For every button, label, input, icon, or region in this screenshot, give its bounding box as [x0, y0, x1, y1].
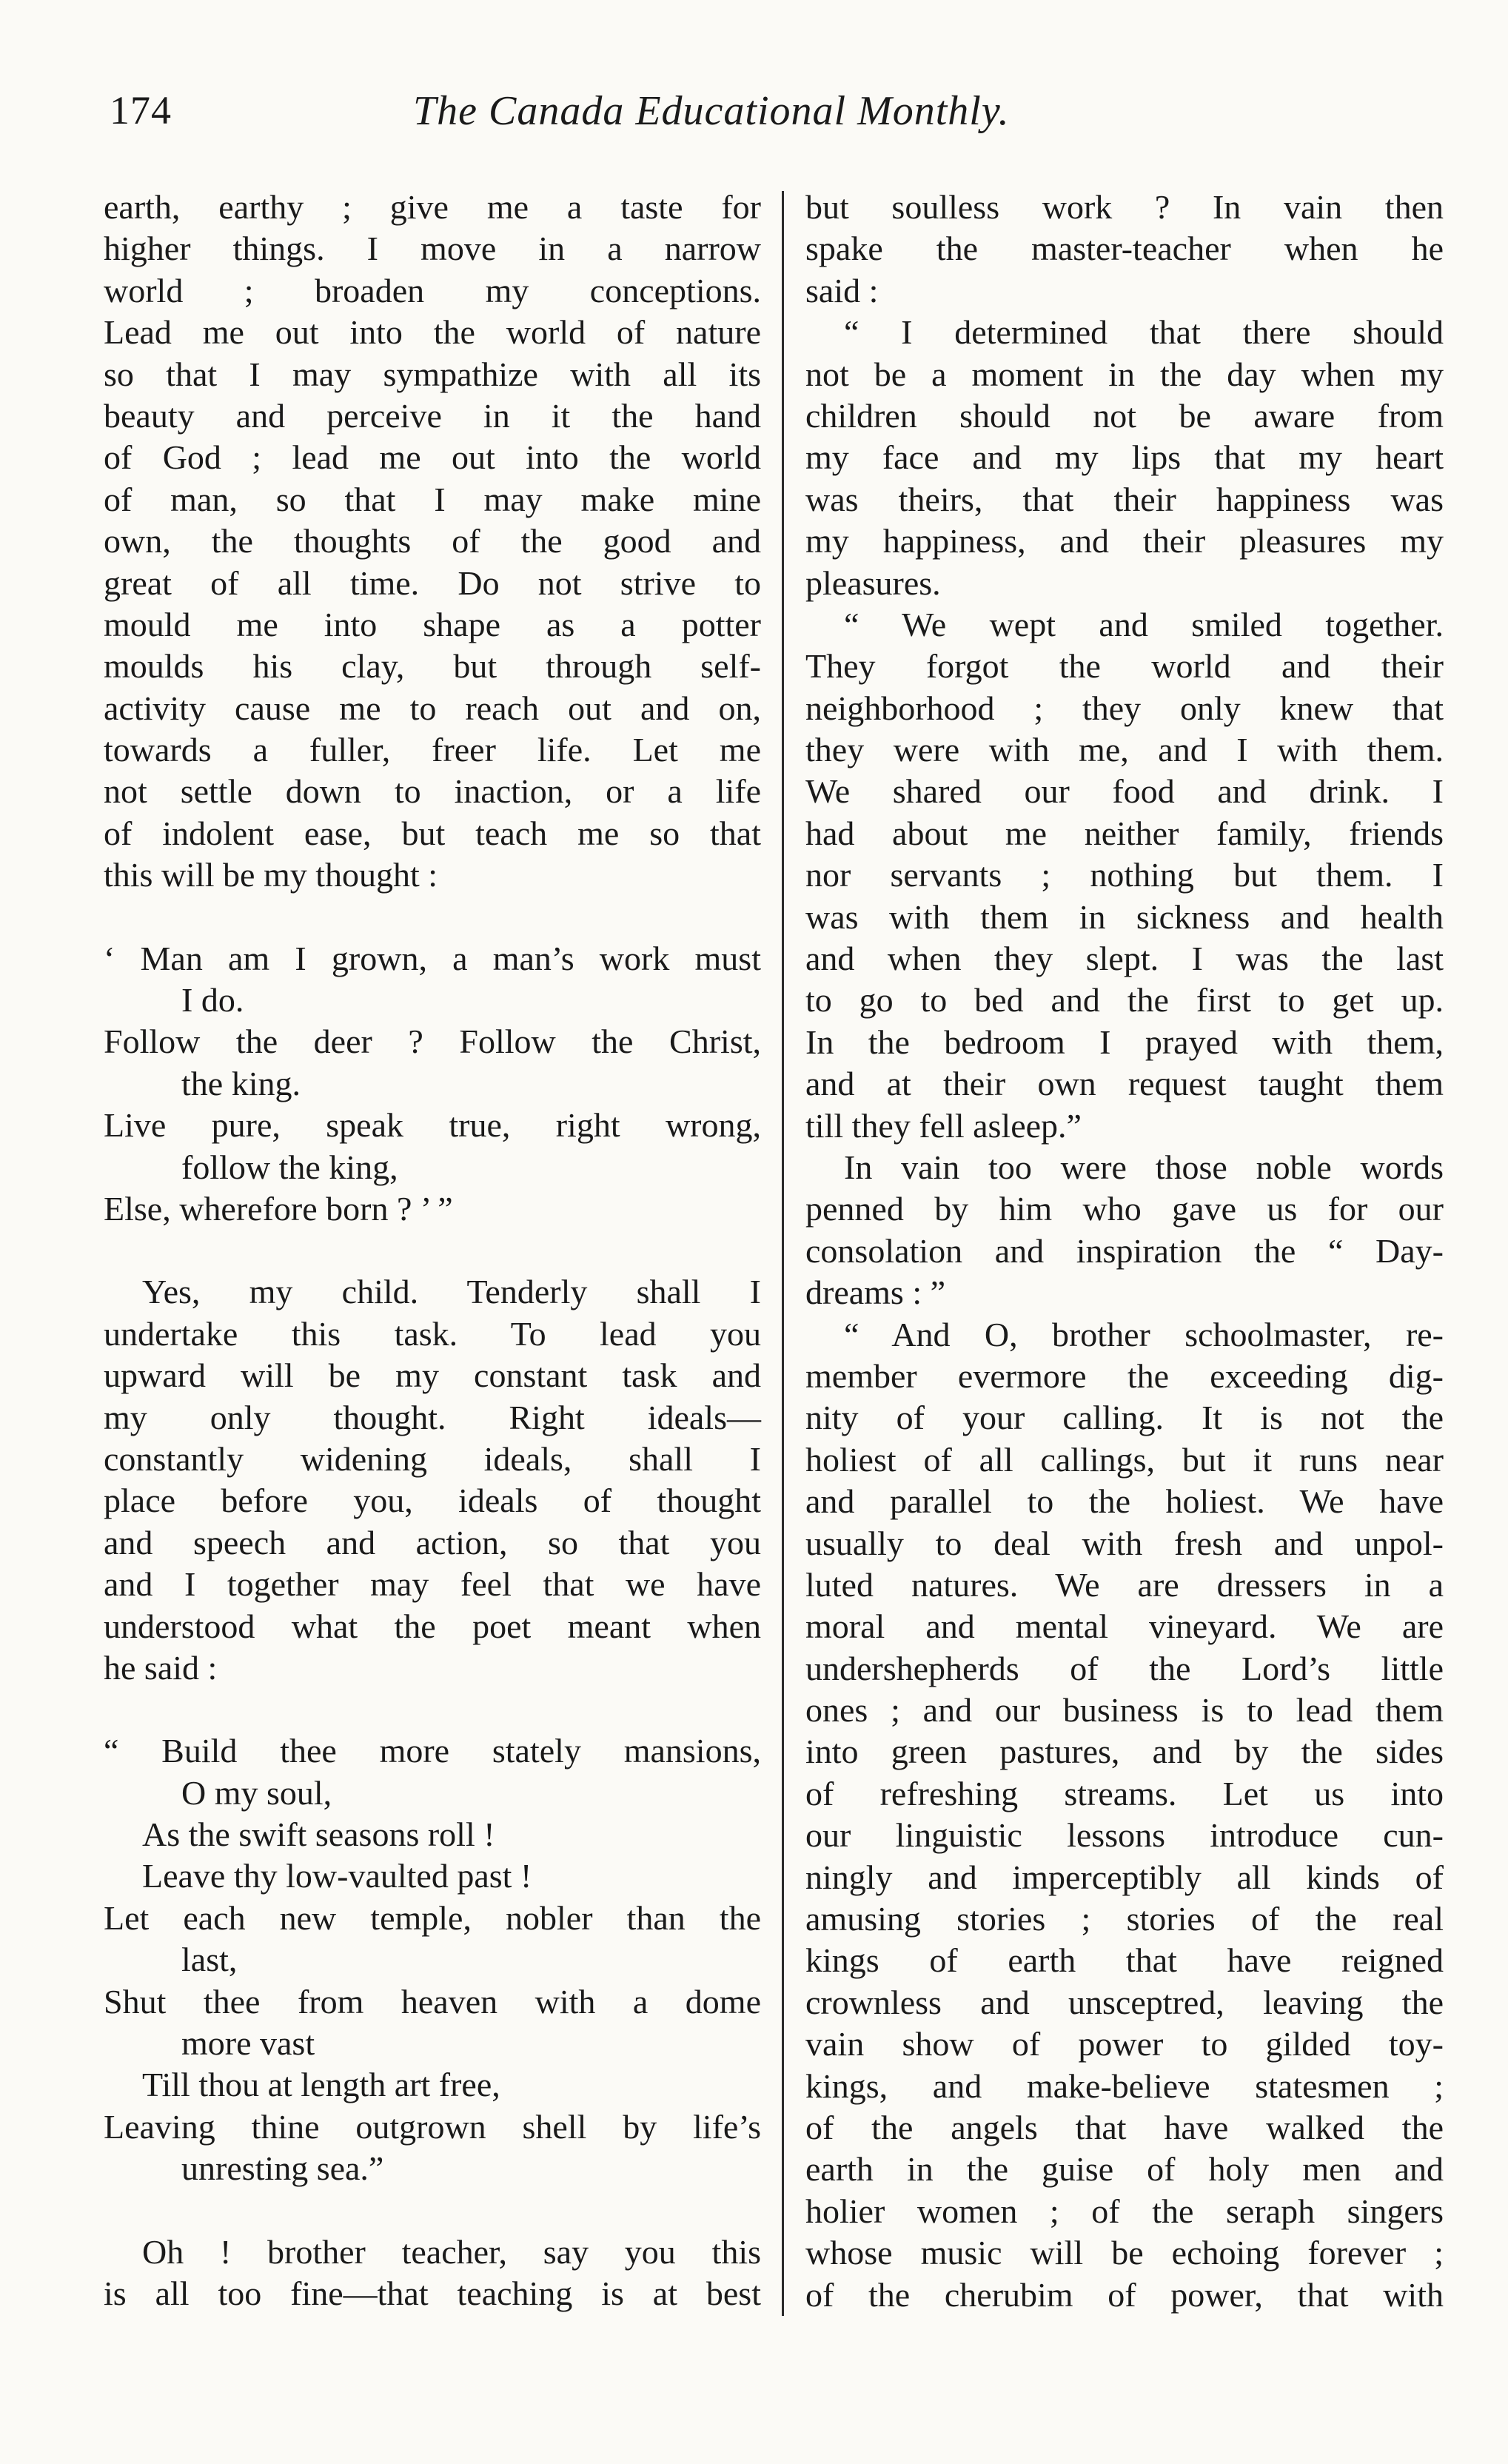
text-line: of indolent ease, but teach me so that	[104, 814, 761, 852]
text-line: ‘ Man am I grown, a man’s work must	[104, 939, 761, 977]
paragraph-gap	[104, 1689, 761, 1730]
running-title: The Canada Educational Monthly.	[413, 88, 1010, 134]
text-line: not be a moment in the day when my	[805, 355, 1444, 393]
text-line: In vain too were those noble words	[844, 1148, 1444, 1186]
text-line: “ I determined that there should	[844, 313, 1444, 352]
text-line: ningly and imperceptibly all kinds of	[805, 1858, 1444, 1896]
text-line: was with them in sickness and health	[805, 897, 1444, 936]
text-line: Leaving thine outgrown shell by life’s	[104, 2107, 761, 2146]
page-number: 174	[110, 88, 172, 133]
text-line: Let each new temple, nobler than the	[104, 1898, 761, 1937]
text-line: and I together may feel that we have	[104, 1565, 761, 1604]
text-line: penned by him who gave us for our	[805, 1190, 1444, 1228]
text-line: Lead me out into the world of nature	[104, 313, 761, 352]
text-line: my only thought. Right ideals—	[104, 1398, 761, 1436]
text-line: is all too fine—that teaching is at best	[104, 2274, 761, 2312]
paragraph-gap	[104, 1230, 761, 1271]
text-line: consolation and inspiration the “ Day-	[805, 1231, 1444, 1270]
text-line: own, the thoughts of the good and	[104, 522, 761, 560]
text-line: usually to deal with fresh and unpol-	[805, 1524, 1444, 1562]
text-line: of the cherubim of power, that with	[805, 2275, 1444, 2314]
text-line: my happiness, and their pleasures my	[805, 522, 1444, 560]
right-column	[805, 187, 1444, 2316]
text-line: and speech and action, so that you	[104, 1523, 761, 1561]
text-line: and at their own request taught them	[805, 1065, 1444, 1103]
text-line: beauty and perceive in it the hand	[104, 396, 761, 435]
page-header	[110, 87, 1442, 154]
text-line: holier women ; of the seraph singers	[805, 2192, 1444, 2230]
text-line: of man, so that I may make mine	[104, 480, 761, 518]
text-line: upward will be my constant task and	[104, 1356, 761, 1395]
text-line: the king.	[181, 1064, 301, 1102]
text-line: great of all time. Do not strive to	[104, 563, 761, 602]
text-line: amusing stories ; stories of the real	[805, 1900, 1444, 1938]
text-line: nor servants ; nothing but them. I	[805, 856, 1444, 894]
text-line: to go to bed and the first to get up.	[805, 981, 1444, 1020]
text-line: pleasures.	[805, 563, 941, 602]
text-line: my face and my lips that my heart	[805, 438, 1444, 477]
text-line: kings of earth that have reigned	[805, 1941, 1444, 1980]
text-line: follow the king,	[181, 1148, 398, 1186]
text-line: Till thou at length art free,	[142, 2066, 500, 2104]
text-line: nity of your calling. It is not the	[805, 1399, 1444, 1437]
text-line: I do.	[181, 981, 244, 1020]
text-line: O my soul,	[181, 1773, 332, 1812]
text-line: undershepherds of the Lord’s little	[805, 1649, 1444, 1687]
text-line: holiest of all callings, but it runs near	[805, 1440, 1444, 1479]
text-line: this will be my thought :	[104, 856, 438, 894]
left-column	[104, 187, 761, 2314]
text-line: “ And O, brother schoolmaster, re-	[844, 1315, 1444, 1353]
text-line: Live pure, speak true, right wrong,	[104, 1106, 761, 1145]
text-line: our linguistic lessons introduce cun-	[805, 1816, 1444, 1855]
text-line: They forgot the world and their	[805, 647, 1444, 686]
text-line: earth, earthy ; give me a taste for	[104, 188, 761, 226]
text-line: whose music will be echoing forever ;	[805, 2234, 1444, 2272]
text-line: was theirs, that their happiness was	[805, 480, 1444, 518]
column-divider	[782, 191, 784, 2316]
text-line: luted natures. We are dressers in a	[805, 1565, 1444, 1604]
text-line: In the bedroom I prayed with them,	[805, 1022, 1444, 1061]
text-line: undertake this task. To lead you	[104, 1314, 761, 1353]
text-line: he said :	[104, 1648, 218, 1687]
text-line: so that I may sympathize with all its	[104, 355, 761, 393]
text-line: We shared our food and drink. I	[805, 772, 1444, 811]
text-line: kings, and make-believe statesmen ;	[805, 2066, 1444, 2105]
text-line: member evermore the exceeding dig-	[805, 1356, 1444, 1395]
text-line: “ Build thee more stately mansions,	[104, 1732, 761, 1770]
text-line: Else, wherefore born ? ’ ”	[104, 1189, 453, 1228]
text-line: understood what the poet meant when	[104, 1607, 761, 1645]
text-line: spake the master-teacher when he	[805, 230, 1444, 268]
text-line: till they fell asleep.”	[805, 1106, 1082, 1145]
text-line: towards a fuller, freer life. Let me	[104, 731, 761, 769]
text-line: unresting sea.”	[181, 2149, 384, 2188]
text-line: mould me into shape as a potter	[104, 605, 761, 643]
text-line: ones ; and our business is to lead them	[805, 1691, 1444, 1730]
text-line: more vast	[181, 2024, 315, 2063]
paragraph-gap	[104, 897, 761, 938]
text-line: they were with me, and I with them.	[805, 731, 1444, 769]
text-line: moral and mental vineyard. We are	[805, 1607, 1444, 1646]
text-line: dreams : ”	[805, 1273, 946, 1312]
text-line: of the angels that have walked the	[805, 2108, 1444, 2146]
text-line: Shut thee from heaven with a dome	[104, 1982, 761, 2021]
text-line: vain show of power to gilded toy-	[805, 2025, 1444, 2063]
text-line: higher things. I move in a narrow	[104, 230, 761, 268]
text-line: world ; broaden my conceptions.	[104, 271, 761, 309]
text-line: last,	[181, 1941, 238, 1979]
text-line: children should not be aware from	[805, 396, 1444, 435]
text-line: neighborhood ; they only knew that	[805, 689, 1444, 727]
text-line: crownless and unsceptred, leaving the	[805, 1983, 1444, 2021]
text-line: of refreshing streams. Let us into	[805, 1774, 1444, 1812]
text-line: and parallel to the holiest. We have	[805, 1482, 1444, 1521]
text-line: As the swift seasons roll !	[142, 1815, 495, 1854]
text-line: had about me neither family, friends	[805, 814, 1444, 852]
text-line: and when they slept. I was the last	[805, 940, 1444, 978]
text-line: into green pastures, and by the sides	[805, 1732, 1444, 1771]
text-line: of God ; lead me out into the world	[104, 438, 761, 477]
text-line: moulds his clay, but through self-	[104, 647, 761, 686]
text-line: Leave thy low-vaulted past !	[142, 1857, 532, 1895]
text-line: activity cause me to reach out and on,	[104, 689, 761, 727]
text-line: “ We wept and smiled together.	[844, 605, 1444, 643]
text-line: Yes, my child. Tenderly shall I	[142, 1273, 761, 1311]
text-line: place before you, ideals of thought	[104, 1482, 761, 1520]
paragraph-gap	[104, 2190, 761, 2232]
text-line: constantly widening ideals, shall I	[104, 1439, 761, 1478]
text-line: said :	[805, 271, 879, 309]
text-line: Follow the deer ? Follow the Christ,	[104, 1022, 761, 1061]
text-line: earth in the guise of holy men and	[805, 2150, 1444, 2189]
text-line: not settle down to inaction, or a life	[104, 772, 761, 811]
text-line: Oh ! brother teacher, say you this	[142, 2232, 761, 2271]
text-line: but soulless work ? In vain then	[805, 188, 1444, 226]
